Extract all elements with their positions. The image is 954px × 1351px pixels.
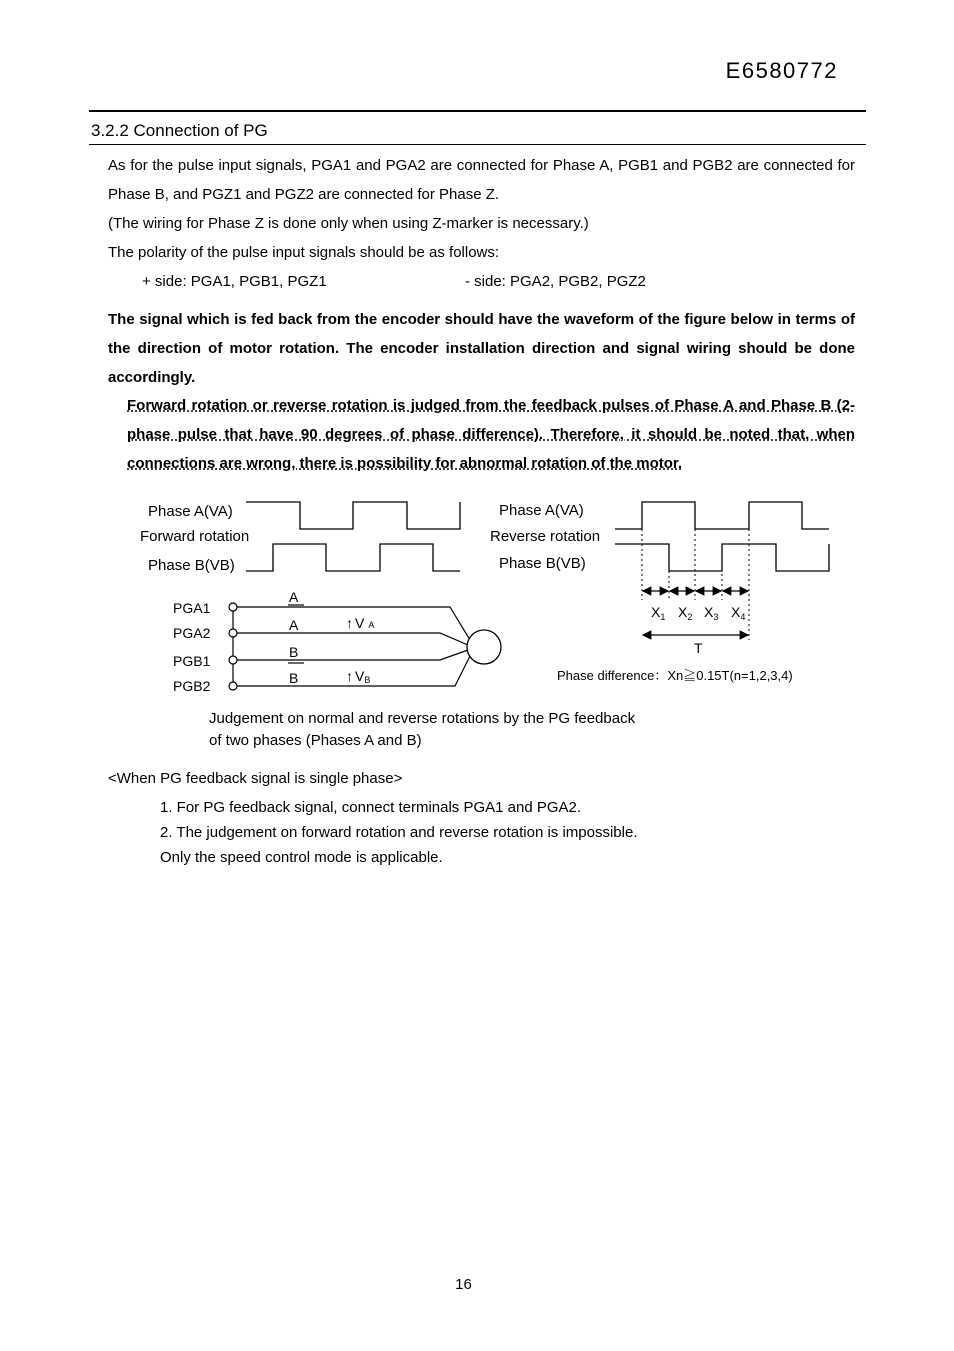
wire-label-a: A xyxy=(289,589,299,605)
section-heading: 3.2.2 Connection of PG xyxy=(91,121,268,140)
figure-caption-line1: Judgement on normal and reverse rotations by the PG feedback xyxy=(209,710,636,727)
terminal-pga2 xyxy=(229,629,237,637)
terminal-pgb2 xyxy=(229,682,237,690)
x2-label: $X_2$ xyxy=(678,604,693,622)
wire-label-b-bar: B xyxy=(289,670,299,686)
voltage-b-label: ↑ VB xyxy=(346,668,371,685)
forward-phase-b-waveform xyxy=(246,544,460,571)
document-number: E6580772 xyxy=(725,58,838,83)
voltage-a-label: ↑ V A xyxy=(346,615,375,631)
header-rule xyxy=(89,110,866,112)
single-phase-item-1: 1. For PG feedback signal, connect terminals PGA1 and PGA2. xyxy=(160,799,582,816)
pg-waveform-figure xyxy=(0,490,954,705)
reverse-phase-a-waveform xyxy=(615,502,829,529)
polarity-intro: The polarity of the pulse input signals should be as follows: xyxy=(108,244,500,261)
reverse-direction-label: Reverse rotation xyxy=(490,528,601,545)
phase-guide-lines xyxy=(642,529,749,640)
reverse-phase-a-label: Phase A(VA) xyxy=(499,502,584,519)
terminal-pgb1-label: PGB1 xyxy=(173,653,211,669)
intro-paragraph: As for the pulse input signals, PGA1 and PGA2 are connected for Phase A, PGB1 and PGB2 are connected for Phase B, and PGZ1 and PGZ2 are connected for Phase Z. xyxy=(108,157,855,203)
single-phase-item-3: Only the speed control mode is applicable. xyxy=(160,849,443,866)
page-number: 16 xyxy=(455,1276,472,1293)
polarity-plus-side: + side: PGA1, PGB1, PGZ1 xyxy=(142,273,327,290)
encoder-wiring xyxy=(237,605,470,686)
wire-label-a-bar: A xyxy=(289,617,299,633)
single-phase-heading: <When PG feedback signal is single phase> xyxy=(108,770,403,787)
wiring-caution-note: Forward rotation or reverse rotation is judged from the feedback pulses of Phase A and Phase B (2-phase pulse that have 90 degrees of phase difference). Therefore, it should be noted that, when connections are wrong, there is possibility for abnormal rotation of the motor. xyxy=(127,397,855,472)
x4-label: $X_4$ xyxy=(731,604,746,622)
forward-phase-b-label: Phase B(VB) xyxy=(148,557,235,574)
phase-z-note: (The wiring for Phase Z is done only when using Z-marker is necessary.) xyxy=(108,215,589,232)
terminal-pga2-label: PGA2 xyxy=(173,625,211,641)
forward-phase-a-waveform xyxy=(246,502,460,529)
terminal-pga1-label: PGA1 xyxy=(173,600,211,616)
x1-label: $X_1$ xyxy=(651,604,666,622)
terminal-pga1 xyxy=(229,603,237,611)
wire-label-b: B xyxy=(289,644,299,660)
polarity-minus-side: - side: PGA2, PGB2, PGZ2 xyxy=(465,273,646,290)
reverse-phase-b-label: Phase B(VB) xyxy=(499,555,586,572)
figure-caption-line2: of two phases (Phases A and B) xyxy=(209,732,422,749)
figure-caption xyxy=(209,708,635,752)
terminal-pgb1 xyxy=(229,656,237,664)
period-label: T xyxy=(694,640,703,656)
phase-difference-formula: Phase difference：Xn≧0.15T(n=1,2,3,4) xyxy=(557,668,793,683)
forward-direction-label: Forward rotation xyxy=(140,528,250,545)
encoder-motor xyxy=(467,630,501,664)
terminal-pgb2-label: PGB2 xyxy=(173,678,211,694)
reverse-phase-b-waveform xyxy=(615,544,829,571)
single-phase-item-2: 2. The judgement on forward rotation and reverse rotation is impossible. xyxy=(160,824,638,841)
heading-rule xyxy=(89,144,866,145)
x3-label: $X_3$ xyxy=(704,604,719,622)
waveform-requirement: The signal which is fed back from the encoder should have the waveform of the figure below in terms of the direction of motor rotation. The encoder installation direction and signal wiring should be done accordingly. xyxy=(108,311,855,386)
forward-phase-a-label: Phase A(VA) xyxy=(148,503,233,520)
